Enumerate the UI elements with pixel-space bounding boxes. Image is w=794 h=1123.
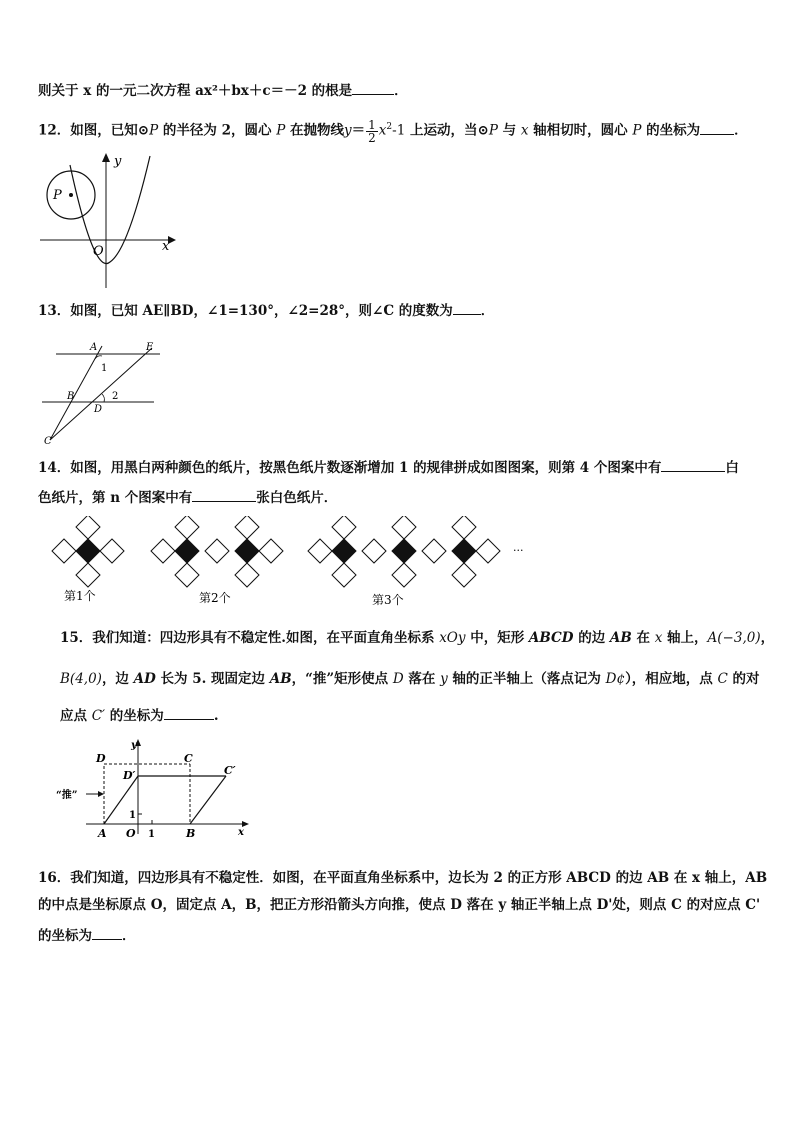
q15-line-3 (60, 707, 219, 725)
q15-y: y (440, 671, 448, 687)
q12-center-point (69, 193, 73, 197)
q15-label-d-prime: D′ (123, 769, 136, 782)
q14-pattern-1 (52, 516, 124, 587)
q15-coord-b: B(4,0) (60, 671, 102, 687)
q13-label-1: 1 (101, 363, 108, 374)
q15-ab: AB (609, 630, 632, 646)
q16-line-2 (38, 896, 760, 914)
q12-label-y: y (114, 154, 122, 169)
q15-label-1-x: 1 (148, 829, 155, 840)
q15-label-c: C (184, 752, 193, 765)
q12-text-7: 的坐标为 (641, 122, 701, 139)
q15-text-2b: 长为 5. 现固定边 (155, 671, 270, 687)
q15-label-o: O (126, 827, 136, 840)
q14-answer-blank-2[interactable] (192, 489, 256, 502)
q12-parabola (70, 156, 150, 264)
q15-d-prime: D¢ (605, 671, 626, 687)
q14-caption-1: 第1个 (64, 589, 96, 603)
q12-text-4: 上运动，当⊙ (405, 122, 489, 139)
q15-x: x (654, 630, 663, 646)
q16-text-1: 16．我们知道，四边形具有不稳定性．如图，在平面直角坐标系中，边长为 2 的正方形 ABCD 的边 AB 在 x 轴上，AB (38, 870, 768, 886)
q13-line-ca (50, 346, 102, 440)
q14-text-1: 14．如图，用黑白两种颜色的纸片，按黑色纸片数逐渐增加 1 的规律拼成如图图案，则第 4 个图案中有 (38, 460, 662, 476)
q15-label-a: A (98, 827, 107, 840)
q15-text-1b: 中，矩形 (465, 630, 529, 646)
q15-label-b: B (186, 827, 196, 840)
q12-text-5: 与 (497, 122, 521, 139)
q12-label-p: P (53, 188, 62, 203)
q14-line-2 (38, 489, 337, 507)
q16-line-3 (38, 927, 136, 945)
q15-text-1d: 在 (631, 630, 655, 646)
q13-label-b: B (67, 391, 75, 402)
q12-eq: ＝ (351, 122, 366, 139)
q15-c-prime: C′ (91, 708, 106, 724)
q15-text-2c: ，“推”矩形使点 (291, 671, 393, 687)
q11-answer-blank[interactable] (352, 82, 394, 95)
q15-text-1a: 15．我们知道：四边形具有不稳定性.如图，在平面直角坐标系 (60, 630, 440, 646)
q13-line (38, 302, 494, 320)
q15-text-2f: 轴的正半轴上（落点记为 (447, 671, 606, 687)
q15-label-x: x (238, 827, 244, 838)
q12-answer-blank[interactable] (700, 122, 734, 135)
q12-y-arrow (102, 153, 110, 162)
q13-figure (38, 336, 168, 446)
q15-label-c-prime: C′ (224, 764, 236, 777)
q13-label-2: 2 (112, 391, 119, 402)
q15-push-arrowhead (98, 791, 104, 797)
q14-text-2a: 色纸片，第 n 个图案中有 (38, 490, 193, 506)
q14-ellipsis: ··· (513, 544, 524, 557)
q12-text-3: 在抛物线 (285, 122, 344, 139)
q12-x-var: x (378, 122, 387, 139)
q12-line (38, 118, 748, 144)
q15-ad: AD (133, 671, 156, 687)
q12-p-4: P (632, 122, 642, 139)
q15-label-y: y (131, 740, 137, 751)
q15-c: C (717, 671, 728, 687)
q15-text-3a: 应点 (60, 708, 92, 724)
q15-text-2e: 落在 (403, 671, 441, 687)
q13-label-e: E (146, 342, 154, 353)
q11-text: 则关于 x 的一元二次方程 ax²＋bx＋c＝－2 的根是 (38, 83, 353, 99)
q16-text-3: 的坐标为 (38, 928, 92, 944)
q13-angle-2-arc (102, 394, 104, 402)
q13-label-a: A (90, 342, 98, 353)
q14-text-2b: 张白色纸片． (256, 490, 338, 506)
q15-text-2h: 的对 (727, 671, 760, 687)
q15-line-2 (60, 670, 760, 688)
q11-end: ． (394, 83, 408, 99)
q14-pattern-2 (151, 516, 283, 587)
q14-text-1-end: 白 (725, 460, 739, 476)
q14-caption-2: 第2个 (199, 591, 231, 605)
q12-end: ． (734, 122, 748, 139)
q15-ab-2: AB (269, 671, 292, 687)
q15-text-2a: ，边 (101, 671, 134, 687)
q12-fraction (366, 119, 378, 144)
q15-abcd: ABCD (528, 630, 574, 646)
q12-p-2: P (276, 122, 286, 139)
q13-label-d: D (94, 404, 103, 415)
q15-text-1c: 的边 (573, 630, 610, 646)
q16-end: ． (122, 928, 136, 944)
q15-label-1-y: 1 (129, 810, 136, 821)
q15-coord-a: A(−3,0) (707, 630, 761, 646)
q16-text-2: 的中点是坐标原点 O，固定点 A，B，把正方形沿箭头方向推，使点 D 落在 y 轴正半轴上点 D'处，则点 C 的对应点 C' (38, 897, 761, 913)
q12-x-var-2: x (520, 122, 529, 139)
q12-text-2: 的半径为 2，圆心 (158, 122, 277, 139)
q14-line-1 (38, 459, 739, 477)
q15-label-push: “推” (56, 790, 78, 801)
q12-text-6: 轴相切时，圆心 (528, 122, 633, 139)
q15-end: . (213, 708, 219, 724)
q14-figure (38, 516, 538, 612)
q13-line-ce (50, 348, 152, 440)
q12-y-var: y (344, 122, 352, 139)
q12-frac-num: 1 (368, 117, 376, 132)
q13-end: ． (480, 303, 495, 319)
q12-label-o: O (93, 244, 104, 259)
q12-frac-den: 2 (368, 130, 376, 145)
q15-label-d: D (96, 752, 106, 765)
q14-answer-blank-1[interactable] (661, 459, 725, 472)
q12-minus1: -1 (392, 122, 406, 139)
q14-caption-3: 第3个 (372, 593, 404, 607)
q15-answer-blank[interactable] (164, 707, 214, 720)
q12-label-x: x (162, 239, 170, 254)
q11-line (38, 82, 408, 100)
q16-answer-blank[interactable] (92, 927, 122, 940)
q15-line-1 (60, 629, 774, 647)
q16-line-1 (38, 869, 767, 887)
q13-label-c: C (44, 436, 52, 446)
q12-p-1: P (149, 122, 159, 139)
q15-text-3b: 的坐标为 (105, 708, 164, 724)
q15-d: D (392, 671, 404, 687)
q13-text: 13．如图，已知 AE∥BD，∠1=130°，∠2=28°，则∠C 的度数为 (38, 303, 453, 319)
q15-text-1e: 轴上， (662, 630, 708, 646)
q12-p-3: P (488, 122, 498, 139)
q13-answer-blank[interactable] (453, 302, 481, 315)
q12-figure (38, 150, 178, 290)
q15-text-2g: ），相应地，点 (625, 671, 718, 687)
q15-figure (56, 736, 256, 842)
q12-text-1: 12．如图，已知⊙ (38, 122, 150, 139)
q15-text-1f: ， (760, 630, 775, 646)
q12-sup: 2 (386, 122, 393, 132)
q15-edge-bc-prime (190, 776, 226, 824)
q14-pattern-3 (308, 516, 500, 587)
q15-xoy: xOy (439, 630, 466, 646)
